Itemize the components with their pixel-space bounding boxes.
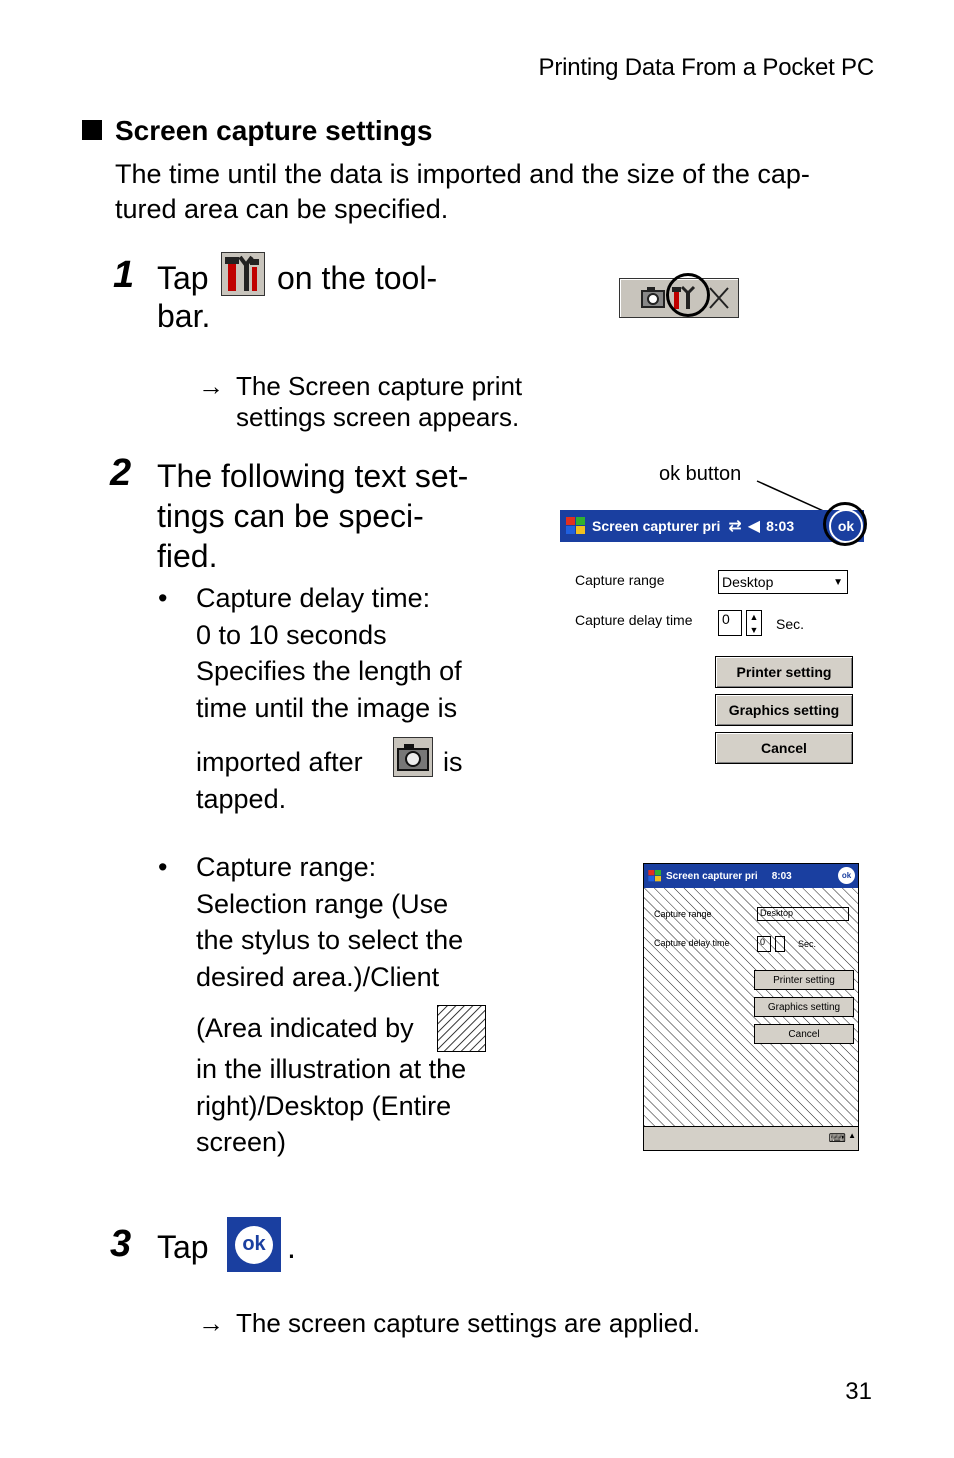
dialog-title: Screen capturer pri bbox=[592, 518, 721, 534]
mini-printer-setting-button[interactable]: Printer setting bbox=[754, 970, 854, 990]
settings-tools-icon bbox=[221, 252, 265, 296]
bullet-2-line-1: Capture range: bbox=[196, 852, 377, 882]
step-1-text-line-2: bar. bbox=[157, 298, 211, 334]
step-3-result-arrow: → bbox=[198, 1308, 224, 1338]
mini-time: 8:03 bbox=[771, 870, 792, 882]
bullet-1-line-2: 0 to 10 seconds bbox=[196, 619, 387, 650]
speaker-icon: ◀ bbox=[747, 518, 761, 535]
step-3-number: 3 bbox=[110, 1223, 132, 1265]
mini-dialog-title: Screen capturer pri bbox=[666, 870, 758, 882]
sec-label: Sec. bbox=[776, 616, 805, 632]
bullet-1-line-6: tapped. bbox=[196, 784, 287, 814]
ok-button[interactable]: ok bbox=[829, 509, 863, 543]
capture-range-value: Desktop bbox=[722, 574, 774, 590]
highlight-circle bbox=[666, 273, 710, 317]
bullet-1-line-5: imported after bbox=[196, 747, 363, 777]
running-header: Printing Data From a Pocket PC bbox=[538, 54, 874, 81]
intro-line-2: tured area can be specified. bbox=[115, 194, 449, 224]
dialog-titlebar bbox=[560, 510, 864, 542]
mini-capture-delay-label: Capture delay time bbox=[654, 938, 730, 948]
graphics-setting-button[interactable]: Graphics setting bbox=[715, 694, 853, 726]
section-bullet-square bbox=[82, 120, 102, 140]
step-2-heading bbox=[157, 456, 468, 576]
bullet-1-text bbox=[196, 580, 462, 726]
client-area-illustration bbox=[643, 863, 859, 1151]
step-1-result-line-1: The Screen capture print bbox=[236, 371, 523, 401]
step-1-text-after-icon: on the tool- bbox=[277, 260, 438, 296]
spin-down-icon[interactable]: ▼ bbox=[749, 625, 759, 635]
intro-line-1: The time until the data is imported and the size of the cap- bbox=[115, 159, 810, 189]
step-3-period: . bbox=[287, 1229, 296, 1265]
ok-icon bbox=[227, 1217, 281, 1272]
section-title: Screen capture settings bbox=[115, 115, 433, 146]
ok-button-callout: ok button bbox=[659, 463, 742, 485]
bullet-2-glyph: • bbox=[158, 852, 168, 882]
bullet-2-rest bbox=[196, 1051, 466, 1161]
step-3-result: The screen capture settings are applied. bbox=[236, 1308, 700, 1338]
windows-flag-icon bbox=[564, 514, 588, 538]
spin-up-icon[interactable]: ▲ bbox=[749, 612, 759, 622]
bullet-2-line-6: in the illustration at the bbox=[196, 1054, 467, 1084]
delay-spinner[interactable] bbox=[746, 610, 762, 636]
bullet-2-line-5: (Area indicated by bbox=[196, 1013, 414, 1043]
step-1-result bbox=[236, 371, 522, 433]
step-1-number: 1 bbox=[113, 254, 135, 296]
step-2-number: 2 bbox=[110, 452, 132, 494]
bullet-2-line-2: Selection range (Use bbox=[196, 888, 449, 919]
bullet-2-line-8: screen) bbox=[196, 1127, 287, 1157]
capture-range-select[interactable] bbox=[718, 570, 848, 594]
bullet-1-after-icon: is bbox=[443, 747, 463, 777]
mini-ok-button[interactable]: ok bbox=[838, 867, 855, 884]
step-3-tap-word: Tap bbox=[157, 1229, 209, 1265]
keyboard-icon[interactable]: ⌨ bbox=[828, 1131, 846, 1145]
mini-windows-flag-icon bbox=[647, 868, 663, 884]
mini-spinner[interactable] bbox=[775, 936, 785, 952]
bullet-2-line-7: right)/Desktop (Entire bbox=[196, 1090, 452, 1121]
bullet-2-line-4: desired area.)/Client bbox=[196, 961, 440, 992]
mini-taskbar bbox=[644, 1126, 858, 1151]
step-2-line-3: fied. bbox=[157, 538, 218, 574]
capture-delay-label: Capture delay time bbox=[575, 612, 693, 628]
connection-icon: ⇄ bbox=[728, 518, 742, 535]
step-2-line-2: tings can be speci- bbox=[157, 498, 424, 534]
section-intro bbox=[115, 157, 885, 227]
bullet-2-line-3: the stylus to select the bbox=[196, 925, 464, 955]
mini-cancel-button[interactable]: Cancel bbox=[754, 1024, 854, 1044]
step-1-tap-word: Tap bbox=[157, 260, 209, 296]
page-number: 31 bbox=[845, 1378, 872, 1405]
mini-sec-label: Sec. bbox=[798, 939, 817, 949]
capture-delay-input[interactable]: 0 bbox=[718, 610, 742, 636]
bullet-1-line-3: Specifies the length of bbox=[196, 656, 462, 686]
printer-setting-button[interactable]: Printer setting bbox=[715, 656, 853, 688]
cancel-button[interactable]: Cancel bbox=[715, 732, 853, 764]
camera-icon bbox=[393, 737, 433, 777]
bullet-1-line-4: time until the image is bbox=[196, 692, 458, 723]
step-1-text-line-1 bbox=[157, 259, 209, 297]
step-2-line-1: The following text set- bbox=[157, 458, 469, 494]
step-1-result-arrow: → bbox=[198, 371, 224, 401]
ok-icon-label: ok bbox=[235, 1226, 273, 1264]
ok-highlight-circle bbox=[823, 502, 867, 546]
input-arrow-icon[interactable]: ▲ bbox=[848, 1131, 856, 1140]
mini-titlebar bbox=[644, 864, 858, 888]
mini-graphics-setting-button[interactable]: Graphics setting bbox=[754, 997, 854, 1017]
mini-capture-range-label: Capture range bbox=[654, 909, 712, 919]
mini-delay-input[interactable]: 0 bbox=[757, 936, 771, 952]
bullet-1-glyph: • bbox=[158, 583, 168, 613]
bullet-1-line-1: Capture delay time: bbox=[196, 583, 431, 613]
capture-range-label: Capture range bbox=[575, 572, 665, 588]
mini-capture-range-select[interactable]: Desktop bbox=[757, 907, 849, 921]
step-1-result-line-2: settings screen appears. bbox=[236, 402, 520, 432]
dropdown-arrow-icon: ▼ bbox=[833, 576, 843, 588]
hatch-swatch bbox=[437, 1005, 486, 1052]
bullet-2-text bbox=[196, 849, 463, 995]
clock-time: 8:03 bbox=[766, 518, 795, 534]
